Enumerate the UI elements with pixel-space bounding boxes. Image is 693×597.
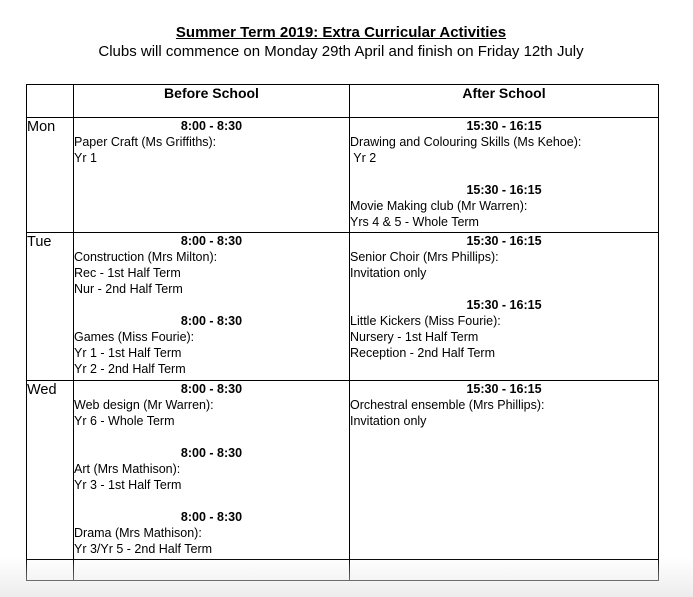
activity-entry (350, 297, 658, 361)
activity-detail: Rec - 1st Half Term (74, 266, 181, 280)
table-row (27, 233, 659, 381)
activity-time: 8:00 - 8:30 (180, 446, 243, 460)
header-day-column (27, 85, 74, 118)
activity-name: Movie Making club (Mr Warren): (350, 199, 528, 213)
activity-detail: Yr 3/Yr 5 - 2nd Half Term (74, 542, 213, 556)
before-school-cell (74, 118, 350, 233)
empty-cell (74, 560, 350, 581)
table-row-partial (27, 560, 659, 581)
activity-entry (74, 381, 349, 429)
activity-detail: Nur - 2nd Half Term (74, 282, 183, 296)
activity-entry (74, 233, 349, 297)
activity-entry (74, 445, 349, 493)
activity-detail: Yr 6 - Whole Term (74, 414, 175, 428)
activity-entry (74, 118, 349, 166)
activity-time: 8:00 - 8:30 (180, 234, 243, 248)
activity-detail: Yr 2 (350, 151, 377, 165)
activity-detail: Yr 3 - 1st Half Term (74, 478, 182, 492)
activity-detail: Yrs 4 & 5 - Whole Term (350, 215, 479, 229)
empty-cell (350, 560, 659, 581)
after-school-cell (350, 233, 659, 381)
before-school-cell (74, 233, 350, 381)
document-subtitle: Clubs will commence on Monday 29th April and finish on Friday 12th July (98, 43, 584, 60)
activity-name: Drama (Mrs Mathison): (74, 526, 202, 540)
day-cell: Wed (27, 381, 74, 560)
activity-detail: Yr 1 (74, 151, 97, 165)
activity-entry (74, 509, 349, 557)
activity-detail: Reception - 2nd Half Term (350, 346, 495, 360)
activity-time: 8:00 - 8:30 (180, 382, 243, 396)
header-before-school: Before School (74, 85, 350, 118)
empty-cell (27, 560, 74, 581)
table-row (27, 118, 659, 233)
activity-entry (350, 182, 658, 230)
activity-name: Senior Choir (Mrs Phillips): (350, 250, 499, 264)
activity-time: 15:30 - 16:15 (466, 119, 542, 133)
activity-name: Paper Craft (Ms Griffiths): (74, 135, 217, 149)
activity-name: Art (Mrs Mathison): (74, 462, 181, 476)
activity-entry (74, 313, 349, 377)
document-title-text: Summer Term 2019: Extra Curricular Activities (175, 24, 507, 41)
activity-name: Games (Miss Fourie): (74, 330, 195, 344)
activity-entry (350, 118, 658, 166)
activity-name: Drawing and Colouring Skills (Ms Kehoe): (350, 135, 582, 149)
activity-entry (350, 233, 658, 281)
after-school-cell (350, 381, 659, 560)
before-school-cell (74, 381, 350, 560)
activity-name: Web design (Mr Warren): (74, 398, 214, 412)
activity-time: 15:30 - 16:15 (466, 382, 542, 396)
activity-entry (350, 381, 658, 429)
activity-detail: Invitation only (350, 414, 427, 428)
activity-name: Construction (Mrs Milton): (74, 250, 218, 264)
activity-time: 8:00 - 8:30 (180, 510, 243, 524)
document-title (0, 24, 682, 42)
table-row (27, 381, 659, 560)
activity-detail: Invitation only (350, 266, 427, 280)
activity-detail: Nursery - 1st Half Term (350, 330, 479, 344)
activity-name: Little Kickers (Miss Fourie): (350, 314, 501, 328)
activity-detail: Yr 2 - 2nd Half Term (74, 362, 186, 376)
activity-time: 15:30 - 16:15 (466, 183, 542, 197)
after-school-cell (350, 118, 659, 233)
activity-time: 15:30 - 16:15 (466, 234, 542, 248)
activity-time: 15:30 - 16:15 (466, 298, 542, 312)
activity-time: 8:00 - 8:30 (180, 119, 243, 133)
activity-name: Orchestral ensemble (Mrs Phillips): (350, 398, 545, 412)
activity-detail: Yr 1 - 1st Half Term (74, 346, 182, 360)
activity-time: 8:00 - 8:30 (180, 314, 243, 328)
day-cell: Tue (27, 233, 74, 381)
header-after-school: After School (350, 85, 659, 118)
table-header-row (27, 85, 659, 118)
activities-timetable (26, 84, 659, 581)
day-cell: Mon (27, 118, 74, 233)
